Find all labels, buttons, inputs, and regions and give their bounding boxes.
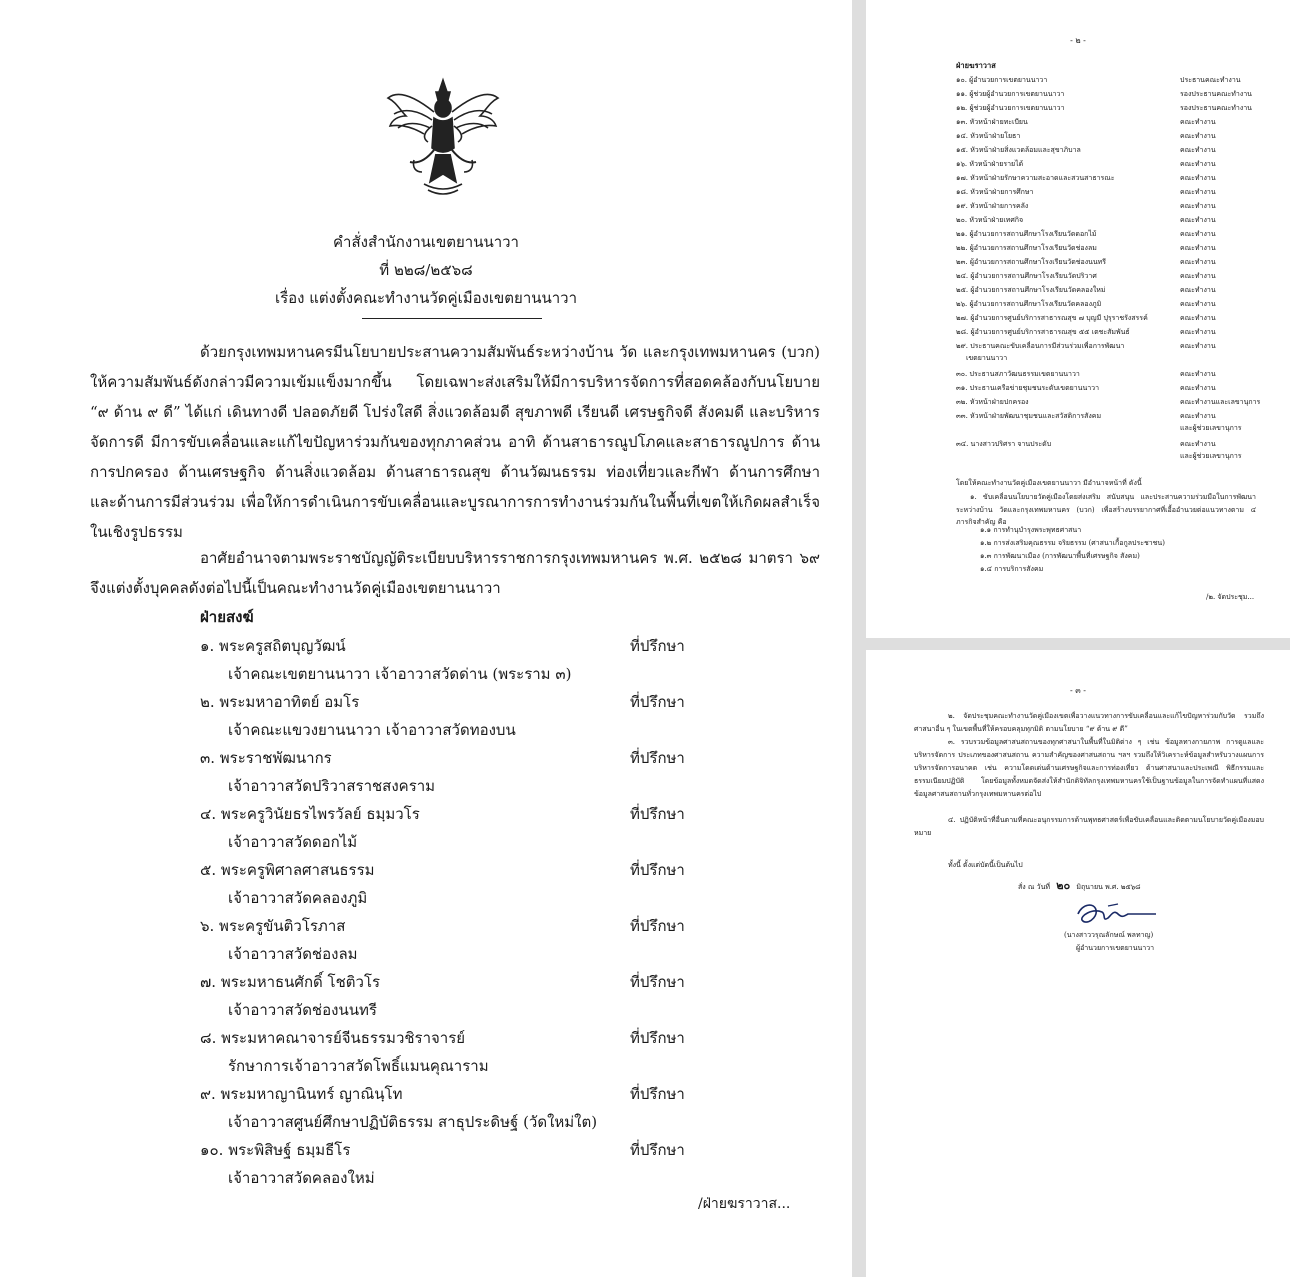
duty-1: ๑. ขับเคลื่อนนโยบายวัดคู่เมืองโดยส่งเสริม สนับสนุน และประสานความร่วมมือในการพัฒนาระหว่างบ้าน วัดและกรุงเทพมหานคร (บวก) เพื่อสร้างบรรยากาศที่เอื้ออำนวยต่อแนวทางตาม ๔ ภารกิจสำคัญ คือ [956,493,1256,526]
member-entry: ๑๗. หัวหน้าฝ่ายรักษาความสะอาดและสวนสาธารณะ คณะทำงาน [956,174,1216,182]
task-item: ๑.๒ การส่งเสริมคุณธรรม จริยธรรม (ศาสนาเกื้อกูลประชาชน) [980,539,1165,547]
signer-name: (นางสาววรุณลักษณ์ พลทาญ) [1064,931,1154,939]
page-number: - ๒ - [1070,36,1086,45]
member-entry: ๒๕. ผู้อำนวยการสถานศึกษาโรงเรียนวัดคลองใหม่ คณะทำงาน [956,286,1216,294]
page-number: - ๓ - [1070,686,1086,695]
authority-paragraph: อาศัยอำนาจตามพระราชบัญญัติระเบียบบริหารราชการกรุงเทพมหานคร พ.ศ. ๒๕๒๘ มาตรา ๖๙ จึงแต่งตั้งบุคคลดังต่อไปนี้เป็นคณะทำงานวัดคู่เมืองเขตยานนาวา [90,549,820,597]
member-entry: ๑๐. ผู้อำนวยการเขตยานนาวา ประธานคณะทำงาน [956,76,1241,84]
member-entry: ๒๐. หัวหน้าฝ่ายเทศกิจ คณะทำงาน [956,216,1216,224]
member-entry: ๓๓. หัวหน้าฝ่ายพัฒนาชุมชนและสวัสดิการสังคม คณะทำงาน และผู้ช่วยเลขานุการ [956,412,1242,432]
continued-note: /ฝ่ายฆราวาส... [698,1196,791,1212]
member-entry: ๒๙. ประธานคณะขับเคลื่อนการมีส่วนร่วมเพื่อการพัฒนา เขตยานนาวา คณะทำงาน [956,342,1216,362]
lay-section-title: ฝ่ายฆราวาส [956,61,996,70]
task-item: ๑.๑ การทำนุบำรุงพระพุทธศาสนา [980,526,1082,534]
document-page-1: คำสั่งสำนักงานเขตยานนาวา ที่ ๒๒๘/๒๕๖๘ เรื่อง แต่งตั้งคณะทำงานวัดคู่เมืองเขตยานนาวา ด้วยกรุงเทพมหานครมีนโยบายประสานความสัมพันธ์ระหว่างบ้าน วัด และกรุงเทพมหานคร (บวก) ให้ความสัมพันธ์ดังกล่าวมีความเข้มแข็งมากขึ้น โดยเฉพาะส่งเสริมให้มีการบริหารจัดการที่สอดคล้องกับนโยบาย “๙ ด้าน ๙ ดี” ได้แก่ เดินทางดี ปลอดภัยดี โปร่งใสดี สิ่งแวดล้อมดี สุขภาพดี เรียนดี เศรษฐกิจดี สังคมดี และบริหารจัดการดี มีการขับเคลื่อนและแก้ไขปัญหาร่วมกันของทุกภาคส่วน อาทิ ด้านสาธารณูปโภคและสาธารณูปการ ด้านการปกครอง ด้านเศรษฐกิจ ด้านสิ่งแวดล้อม ด้านสาธารณสุข ด้านวัฒนธรรม ท่องเที่ยวและกีฬา ด้านการศึกษา และด้านการมีส่วนร่วม เพื่อให้การดำเนินการขับเคลื่อนและบูรณาการการทำงานร่วมกันในพื้นที่เขตให้เกิดผลสำเร็จในเชิงรูปธรรม อาศัยอำนาจตามพระราชบัญญัติระเบียบบริหารราชการกรุงเทพมหานคร พ.ศ. ๒๕๒๘ มาตรา ๖๙ จึงแต่งตั้งบุคคลดังต่อไปนี้เป็นคณะทำงานวัดคู่เมืองเขตยานนาวา ฝ่ายสงฆ์ ๑. พระครูสถิตบุญวัฒน์ ที่ปรึกษา เจ้าคณะเขตยานนาวา เจ้าอาวาสวัดด่าน (พระราม ๓) ๒. พระมหาอาทิตย์ อมโร ที่ปรึกษา เจ้าคณะแขวงยานนาวา เจ้าอาวาสวัดทองบน ๓. พระราชพัฒนากร ที่ปรึกษา เจ้าอาวาสวัดปริวาสราชสงคราม ๔. พระครูวินัยธรไพรวัลย์ ธมฺมวโร ที่ปรึกษา เจ้าอาวาสวัดดอกไม้ ๕. พระครูพิศาลศาสนธรรม ที่ปรึกษา เจ้าอาวาสวัดคลองภูมิ ๖. พระครูขันติวโรภาส ที่ปรึกษา เจ้าอาวาสวัดช่องลม ๗. พระมหาธนศักดิ์ โชติวโร ที่ปรึกษา เจ้าอาวาสวัดช่องนนทรี ๘. พระมหาคณาจารย์จีนธรรมวชิราจารย์ ที่ปรึกษา รักษาการเจ้าอาวาสวัดโพธิ์แมนคุณาราม ๙. พระมหาญานินทร์ ญาณินฺโท ที่ปรึกษา เจ้าอาวาสศูนย์ศึกษาปฏิบัติธรรม สาธุประดิษฐ์ (วัดใหม่ใต) ๑๐. พระพิสิษฐ์ ธมฺมธีโร ที่ปรึกษา เจ้าอาวาสวัดคลองใหม่ /ฝ่ายฆราวาส... [0,0,852,1277]
order-subject: เรื่อง แต่งตั้งคณะทำงานวัดคู่เมืองเขตยานนาวา [274,289,578,307]
member-entry: ๑๙. หัวหน้าฝ่ายการคลัง คณะทำงาน [956,202,1216,210]
garuda-emblem-icon [384,76,502,198]
signer-title: ผู้อำนวยการเขตยานนาวา [1076,944,1155,952]
member-entry: ๓๔. นางสาวปริศรา จานประดับ คณะทำงาน และผู้ช่วยเลขานุการ [956,440,1242,460]
title-underline [362,318,542,319]
order-number: ที่ ๒๒๘/๒๕๖๘ [379,261,473,279]
monk-section-title: ฝ่ายสงฆ์ [200,608,254,626]
document-page-3 [866,650,1290,1277]
task-item: ๑.๔ การบริการสังคม [980,565,1044,573]
order-title: คำสั่งสำนักงานเขตยานนาวา [333,233,519,251]
member-entry: ๒๖. ผู้อำนวยการสถานศึกษาโรงเรียนวัดคลองภูมิ คณะทำงาน [956,300,1216,308]
member-entry: ๑๔. หัวหน้าฝ่ายโยธา คณะทำงาน [956,132,1216,140]
member-entry: ๑๓. หัวหน้าฝ่ายทะเบียน คณะทำงาน [956,118,1216,126]
effective-note: ทั้งนี้ ตั้งแต่บัดนี้เป็นต้นไป [948,861,1023,869]
member-entry: ๓๒. หัวหน้าฝ่ายปกครอง คณะทำงานและเลขานุการ [956,398,1261,406]
intro-paragraph: ด้วยกรุงเทพมหานครมีนโยบายประสานความสัมพันธ์ระหว่างบ้าน วัด และกรุงเทพมหานคร (บวก) ให้ความสัมพันธ์ดังกล่าวมีความเข้มแข็งมากขึ้น โดยเฉพาะส่งเสริมให้มีการบริหารจัดการที่สอดคล้องกับนโยบาย “๙ ด้าน ๙ ดี” ได้แก่ เดินทางดี ปลอดภัยดี โปร่งใสดี สิ่งแวดล้อมดี สุขภาพดี เรียนดี เศรษฐกิจดี สังคมดี และบริหารจัดการดี มีการขับเคลื่อนและแก้ไขปัญหาร่วมกันของทุกภาคส่วน อาทิ ด้านสาธารณูปโภคและสาธารณูปการ ด้านการปกครอง ด้านเศรษฐกิจ ด้านสิ่งแวดล้อม ด้านสาธารณสุข ด้านวัฒนธรรม ท่องเที่ยวและกีฬา ด้านการศึกษา และด้านการมีส่วนร่วม เพื่อให้การดำเนินการขับเคลื่อนและบูรณาการการทำงานร่วมกันในพื้นที่เขตให้เกิดผลสำเร็จในเชิงรูปธรรม [90,343,820,541]
member-entry: ๑๕. หัวหน้าฝ่ายสิ่งแวดล้อมและสุขาภิบาล คณะทำงาน [956,146,1216,154]
member-entry: ๒๗. ผู้อำนวยการศูนย์บริการสาธารณสุข ๗ บุญมี ปุรุราชรังสรรค์ คณะทำงาน [956,314,1216,322]
duty-intro: โดยให้คณะทำงานวัดคู่เมืองเขตยานนาวา มีอำนาจหน้าที่ ดังนี้ [956,479,1142,487]
member-entry: ๑๘. หัวหน้าฝ่ายการศึกษา คณะทำงาน [956,188,1216,196]
task-item: ๑.๓ การพัฒนาเมือง (การพัฒนาพื้นที่เศรษฐกิจ สังคม) [980,552,1140,560]
member-entry: ๑๖. หัวหน้าฝ่ายรายได้ คณะทำงาน [956,160,1216,168]
member-entry: ๒๒. ผู้อำนวยการสถานศึกษาโรงเรียนวัดช่องลม คณะทำงาน [956,244,1216,252]
member-entry: ๓๐. ประธานสภาวัฒนธรรมเขตยานนาวา คณะทำงาน [956,370,1216,378]
duty-3: ๓. รวบรวมข้อมูลศาสนสถานของทุกศาสนาในพื้นที่ในมิติต่าง ๆ เช่น ข้อมูลทางกายภาพ การดูแลและบริหารจัดการ ประเภทของศาสนสถาน ความสำคัญของศาสนสถาน ฯลฯ รวมถึงให้วิเคราะห์ข้อมูลสำหรับวางแผนการบริหารจัดการอนาคต เช่น ความโดดเด่นด้านเศรษฐกิจและการท่องเที่ยว ด้านศาสนาและประเพณี พิธีกรรมและธรรมเนียมปฏิบัติ โดยข้อมูลทั้งหมดจัดส่งให้สำนักดิจิทัลกรุงเทพมหานครใช้เป็นฐานข้อมูลในการจัดทำแผนที่แสดงข้อมูลศาสนสถานทั่วกรุงเทพมหานครต่อไป [914,738,1264,798]
member-entry: ๑๑. ผู้ช่วยผู้อำนวยการเขตยานนาวา รองประธานคณะทำงาน [956,90,1252,98]
member-entry: ๒๘. ผู้อำนวยการศูนย์บริการสาธารณสุข ๕๕ เตชะสัมพันธ์ คณะทำงาน [956,328,1216,336]
member-entry: ๑๒. ผู้ช่วยผู้อำนวยการเขตยานนาวา รองประธานคณะทำงาน [956,104,1252,112]
signature-icon [1072,900,1162,930]
duty-4: ๔. ปฏิบัติหน้าที่อื่นตามที่คณะอนุกรรมการด้านพุทธศาสตร์เพื่อขับเคลื่อนและติดตามนโยบายวัดคู่เมืองมอบหมาย [914,816,1264,837]
member-entry: ๓๑. ประธานเครือข่ายชุมชนระดับเขตยานนาวา คณะทำงาน [956,384,1216,392]
member-entry: ๒๓. ผู้อำนวยการสถานศึกษาโรงเรียนวัดช่องนนทรี คณะทำงาน [956,258,1216,266]
duty-2: ๒. จัดประชุมคณะทำงานวัดคู่เมืองเขตเพื่อวางแนวทางการขับเคลื่อนและแก้ไขปัญหาร่วมกับวัด รวมถึงศาสนาอื่น ๆ ในเขตพื้นที่ให้ครอบคลุมทุกมิติ ตามนโยบาย “๙ ด้าน ๙ ดี” [914,712,1264,733]
document-page-2 [866,0,1290,638]
member-entry: ๒๑. ผู้อำนวยการสถานศึกษาโรงเรียนวัดดอกไม้ คณะทำงาน [956,230,1216,238]
order-date: สั่ง ณ วันที่ ๒๐ มิถุนายน พ.ศ. ๒๕๖๘ [1018,879,1141,892]
member-entry: ๒๔. ผู้อำนวยการสถานศึกษาโรงเรียนวัดปริวาศ คณะทำงาน [956,272,1216,280]
continued-note: /๒. จัดประชุม... [1206,593,1255,601]
